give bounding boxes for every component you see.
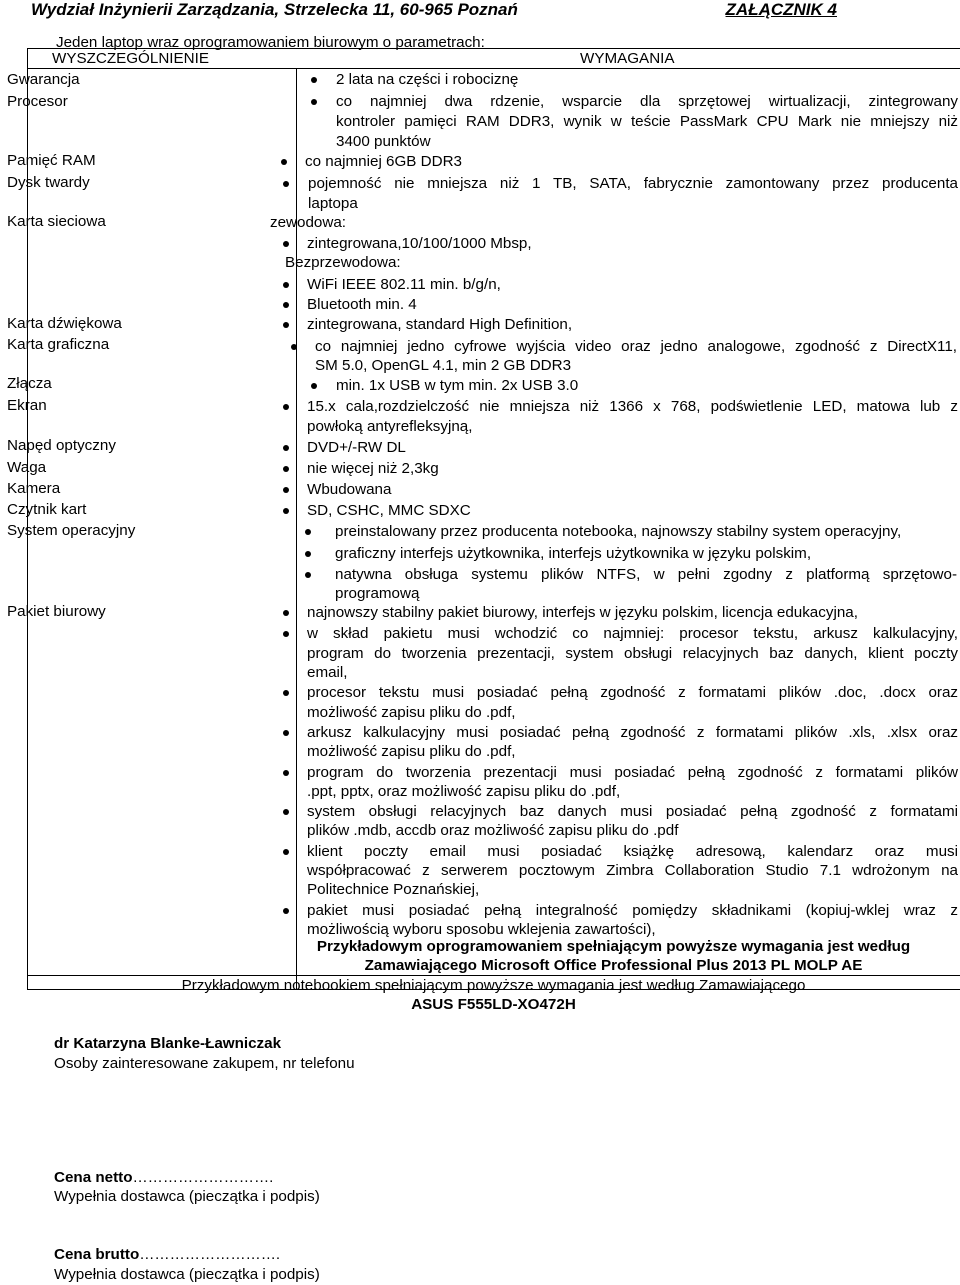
row-label-waga: Waga [7, 459, 47, 476]
notebook-example: Przykładowym notebookiem spełniającym powyższe wymagania jest według Zamawiającego [181, 977, 806, 994]
gross-price-dots: ………………………. [139, 1246, 281, 1263]
bullet-icon [283, 181, 289, 187]
zlacza-value: min. 1x USB w tym min. 2x USB 3.0 [336, 377, 579, 394]
pakiet-item-7-line-1: klient poczty email musi posiadać książkę adresową, kalendarz oraz musi [307, 843, 958, 860]
dzwiek-value: zintegrowana, standard High Definition, [307, 316, 573, 333]
pakiet-item-3-line-1: procesor tekstu musi posiadać pełną zgodność z formatami plików .doc, .docx oraz [307, 684, 958, 701]
bullet-icon [311, 77, 317, 83]
header-divider [28, 68, 960, 69]
bullet-icon [283, 849, 289, 855]
contact-person: dr Katarzyna Blanke-Ławniczak [54, 1035, 282, 1052]
czytnik-value: SD, CSHC, MMC SDXC [307, 502, 471, 519]
pakiet-item-7-line-2: współpracować z serwerem pocztowym Zimbra Collaboration Studio 7.1 wdrożonym na [307, 862, 958, 879]
bullet-icon [291, 344, 297, 350]
siec-wireless-item-1: WiFi IEEE 802.11 min. b/g/n, [307, 276, 501, 293]
net-price-label: Cena netto [54, 1169, 133, 1186]
row-label-ram: Pamięć RAM [7, 152, 96, 169]
bullet-icon [283, 610, 289, 616]
row-label-system: System operacyjny [7, 522, 136, 539]
row-label-dysk: Dysk twardy [7, 174, 90, 191]
intro-text: Jeden laptop wraz oprogramowaniem biurowym o parametrach: [56, 34, 485, 51]
row-label-dzwiek: Karta dźwiękowa [7, 315, 122, 332]
grafika-line-2: SM 5.0, OpenGL 4.1, min 2 GB DDR3 [315, 357, 572, 374]
pakiet-item-1: najnowszy stabilny pakiet biurowy, interfejs w języku polskim, licencja edukacyjna, [307, 604, 858, 621]
procesor-line-3: 3400 punktów [336, 133, 431, 150]
row-label-pakiet: Pakiet biurowy [7, 603, 106, 620]
pakiet-item-4-line-1: arkusz kalkulacyjny musi posiadać pełną zgodność z formatami plików .xls, .xlsx oraz [307, 724, 958, 741]
bullet-icon [311, 99, 317, 105]
siec-wireless-heading: Bezprzewodowa: [285, 254, 401, 271]
system-item-1: preinstalowany przez producenta notebooka, najnowszy stabilny system operacyjny, [335, 523, 902, 540]
bullet-icon [283, 770, 289, 776]
dysk-line-1: pojemność nie mniejsza niż 1 TB, SATA, fabrycznie zamontowany przez producenta [308, 175, 958, 192]
bullet-icon [311, 383, 317, 389]
row-label-czytnik: Czytnik kart [7, 501, 87, 518]
dysk-line-2: laptopa [308, 195, 358, 212]
gross-price-note: Wypełnia dostawca (pieczątka i podpis) [54, 1266, 320, 1283]
row-label-ekran: Ekran [7, 397, 47, 414]
pakiet-item-8-line-2: możliwością wyboru sposobu wklejenia zawartości), [307, 921, 656, 938]
notebook-model: ASUS F555LD-XO472H [411, 996, 576, 1013]
row-label-siec: Karta sieciowa [7, 213, 106, 230]
pakiet-item-2-line-3: email, [307, 664, 348, 681]
ekran-line-1: 15.x cala,rozdzielczość nie mniejsza niż 1366 x 768, podświetlenie LED, matowa lub z [307, 398, 958, 415]
pakiet-item-6-line-1: system obsługi relacyjnych baz danych musi posiadać pełną zgodność z formatami [307, 803, 958, 820]
bullet-icon [283, 730, 289, 736]
pakiet-example-line-1: Przykładowym oprogramowaniem spełniającym powyższe wymagania jest według [316, 938, 911, 955]
net-price-note: Wypełnia dostawca (pieczątka i podpis) [54, 1188, 320, 1205]
bullet-icon [283, 631, 289, 637]
kamera-value: Wbudowana [307, 481, 392, 498]
pakiet-item-5-line-1: program do tworzenia prezentacji musi posiadać pełną zgodność z formatami plików [307, 764, 958, 781]
bullet-icon [283, 508, 289, 514]
page-header [31, 0, 837, 22]
bullet-icon [305, 529, 311, 535]
siec-wired-heading: zewodowa: [270, 214, 346, 231]
bullet-icon [283, 404, 289, 410]
row-label-gwarancja: Gwarancja [7, 71, 80, 88]
row-label-zlacza: Złącza [7, 375, 52, 392]
pakiet-item-2-line-1: w skład pakietu musi wchodzić co najmniej: procesor tekstu, arkusz kalkulacyjny, [307, 625, 958, 642]
ekran-line-2: powłoką antyrefleksyjną, [307, 418, 473, 435]
attachment-label: ZAŁĄCZNIK 4 [725, 0, 837, 19]
siec-wired-item: zintegrowana,10/100/1000 Mbsp, [307, 235, 532, 252]
bullet-icon [283, 690, 289, 696]
net-price-dots: ………………………. [132, 1169, 274, 1186]
bullet-icon [305, 572, 311, 578]
bullet-icon [283, 809, 289, 815]
siec-wireless-item-2: Bluetooth min. 4 [307, 296, 417, 313]
pakiet-item-6-line-2: plików .mdb, accdb oraz możliwość zapisu pliku do .pdf [307, 822, 679, 839]
grafika-line-1: co najmniej jedno cyfrowe wyjścia video oraz jedno analogowe, zgodność z DirectX11, [315, 338, 957, 355]
row-label-kamera: Kamera [7, 480, 61, 497]
pakiet-item-2-line-2: program do tworzenia prezentacji, system obsługi relacyjnych baz danych, klient poczty [307, 645, 958, 662]
system-item-3-line-2: programową [335, 585, 420, 602]
net-price [54, 1168, 273, 1188]
row-label-naped: Napęd optyczny [7, 437, 116, 454]
bullet-icon [283, 241, 289, 247]
procesor-line-1: co najmniej dwa rdzenie, wsparcie dla sprzętowej wirtualizacji, zintegrowany [336, 93, 958, 110]
waga-value: nie więcej niż 2,3kg [307, 460, 439, 477]
bullet-icon [283, 466, 289, 472]
row-label-grafika: Karta graficzna [7, 336, 110, 353]
pakiet-item-4-line-2: możliwość zapisu pliku do .pdf, [307, 743, 516, 760]
system-item-2: graficzny interfejs użytkownika, interfejs użytkownika w języku polskim, [335, 545, 812, 562]
gross-price [54, 1245, 280, 1265]
bullet-icon [283, 282, 289, 288]
pakiet-example-line-2: Zamawiającego Microsoft Office Professional Plus 2013 PL MOLP AE [364, 957, 863, 974]
pakiet-item-8-line-1: pakiet musi posiadać pełną integralność pomiędzy składnikami (kopiuj-wklej wraz z [307, 902, 958, 919]
system-item-3-line-1: natywna obsługa systemu plików NTFS, w pełni zgodny z platformą sprzętowo- [335, 566, 957, 583]
pakiet-item-7-line-3: Politechnice Poznańskiej, [307, 881, 480, 898]
bullet-icon [283, 908, 289, 914]
bullet-icon [283, 302, 289, 308]
row-label-procesor: Procesor [7, 93, 68, 110]
header-title: Wydział Inżynierii Zarządzania, Strzelecka 11, 60-965 Poznań [31, 0, 518, 19]
bullet-icon [281, 159, 287, 165]
col-header-left: WYSZCZEGÓLNIENIE [52, 50, 209, 67]
bullet-icon [283, 322, 289, 328]
contact-person-note: Osoby zainteresowane zakupem, nr telefonu [54, 1055, 355, 1072]
col-header-right: WYMAGANIA [580, 50, 675, 67]
gwarancja-value: 2 lata na części i robociznę [336, 71, 519, 88]
procesor-line-2: kontroler pamięci RAM DDR3, wynik w teście PassMark CPU Mark nie mniejszy niż [336, 113, 958, 130]
ram-value: co najmniej 6GB DDR3 [305, 153, 462, 170]
pakiet-item-5-line-2: .ppt, pptx, oraz możliwość zapisu pliku do .pdf, [307, 783, 621, 800]
naped-value: DVD+/-RW DL [307, 439, 406, 456]
bullet-icon [305, 551, 311, 557]
bullet-icon [283, 445, 289, 451]
column-divider [296, 69, 297, 990]
bullet-icon [283, 487, 289, 493]
gross-price-label: Cena brutto [54, 1246, 140, 1263]
pakiet-item-3-line-2: możliwość zapisu pliku do .pdf, [307, 704, 516, 721]
